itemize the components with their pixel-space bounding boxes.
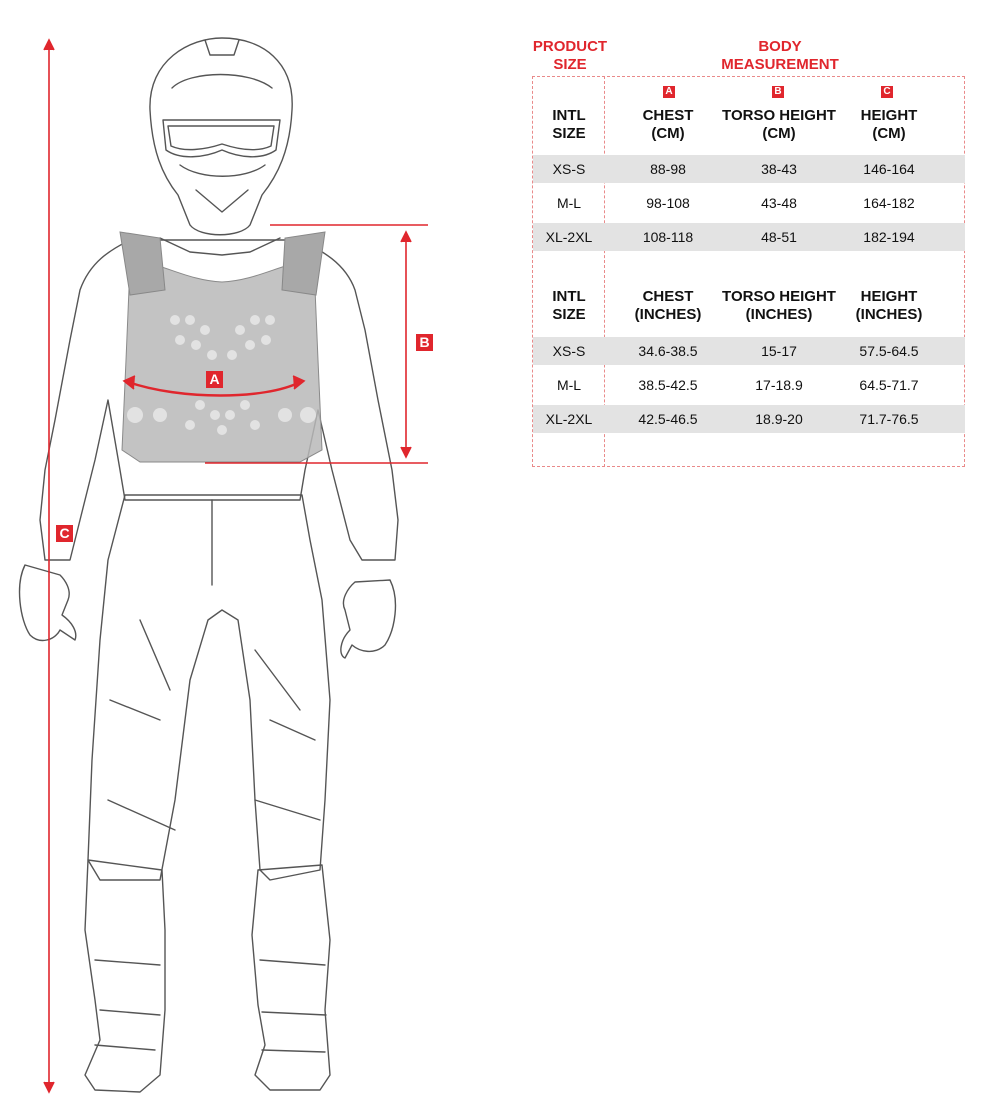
col-header-line: (CM)	[762, 125, 796, 142]
col-header-line: CHEST	[642, 107, 694, 124]
col-header-height-cm	[838, 107, 940, 143]
size-cell: XL-2XL	[545, 411, 593, 427]
helmet	[150, 38, 292, 235]
col-header-height-in	[838, 288, 940, 324]
size-cell: XS-S	[552, 343, 586, 359]
chest-cell: 98-108	[646, 195, 690, 211]
col-header-intl-size	[533, 107, 605, 143]
col-header-line: SIZE	[552, 125, 586, 142]
chest-cell: 88-98	[650, 161, 686, 177]
table-row	[533, 405, 965, 433]
col-header-chest-in	[625, 288, 711, 324]
col-header-line: TORSO HEIGHT	[722, 288, 836, 305]
pants	[88, 495, 330, 880]
height-cell: 57.5-64.5	[859, 343, 919, 359]
table-row	[533, 189, 965, 217]
boots	[85, 860, 165, 1092]
body-measurement-line2: MEASUREMENT	[721, 56, 839, 73]
table-row	[533, 337, 965, 365]
body-measurement-line1: BODY	[758, 38, 802, 55]
badge-a: A	[663, 86, 675, 98]
col-header-line: CHEST	[642, 288, 694, 305]
badge-b: B	[772, 86, 784, 98]
product-size-line2: SIZE	[553, 56, 587, 73]
col-header-line: HEIGHT	[860, 107, 918, 124]
height-cell: 146-164	[863, 161, 915, 177]
chest-cell: 42.5-46.5	[638, 411, 698, 427]
size-cell: M-L	[556, 195, 582, 211]
height-cell: 164-182	[863, 195, 915, 211]
table-row	[533, 371, 965, 399]
product-size-header	[530, 38, 610, 74]
torso-cell: 17-18.9	[755, 377, 803, 393]
size-cell: XS-S	[552, 161, 586, 177]
height-cell: 182-194	[863, 229, 915, 245]
col-header-chest-cm	[625, 107, 711, 143]
torso-cell: 18.9-20	[755, 411, 803, 427]
col-header-line: HEIGHT	[860, 288, 918, 305]
col-header-line: (INCHES)	[855, 306, 923, 323]
col-header-torso-cm	[718, 107, 840, 143]
torso-cell: 48-51	[761, 229, 797, 245]
col-header-line: (INCHES)	[745, 306, 813, 323]
col-header-intl-size-2	[533, 288, 605, 324]
col-header-line: (INCHES)	[634, 306, 702, 323]
badge-c: C	[881, 86, 893, 98]
col-header-torso-in	[718, 288, 840, 324]
table-row	[533, 155, 965, 183]
size-cell: XL-2XL	[545, 229, 593, 245]
chest-cell: 34.6-38.5	[638, 343, 698, 359]
col-header-line: TORSO HEIGHT	[722, 107, 836, 124]
col-header-line: INTL	[552, 107, 586, 124]
chest-protector	[120, 232, 325, 462]
col-header-line: SIZE	[552, 306, 586, 323]
product-size-line1: PRODUCT	[532, 38, 608, 55]
height-cell: 64.5-71.7	[859, 377, 919, 393]
col-header-line: INTL	[552, 288, 586, 305]
torso-cell: 15-17	[761, 343, 797, 359]
col-header-line: (CM)	[651, 125, 685, 142]
torso-cell: 43-48	[761, 195, 797, 211]
chest-cell: 108-118	[642, 229, 694, 245]
body-measurement-header	[700, 38, 860, 74]
table-row	[533, 223, 965, 251]
torso-cell: 38-43	[761, 161, 797, 177]
chest-cell: 38.5-42.5	[638, 377, 698, 393]
height-cell: 71.7-76.5	[859, 411, 919, 427]
figure-label-a: A	[206, 371, 223, 388]
col-header-line: (CM)	[872, 125, 906, 142]
figure-label-c: C	[56, 525, 73, 542]
figure-label-b: B	[416, 334, 433, 351]
size-cell: M-L	[556, 377, 582, 393]
